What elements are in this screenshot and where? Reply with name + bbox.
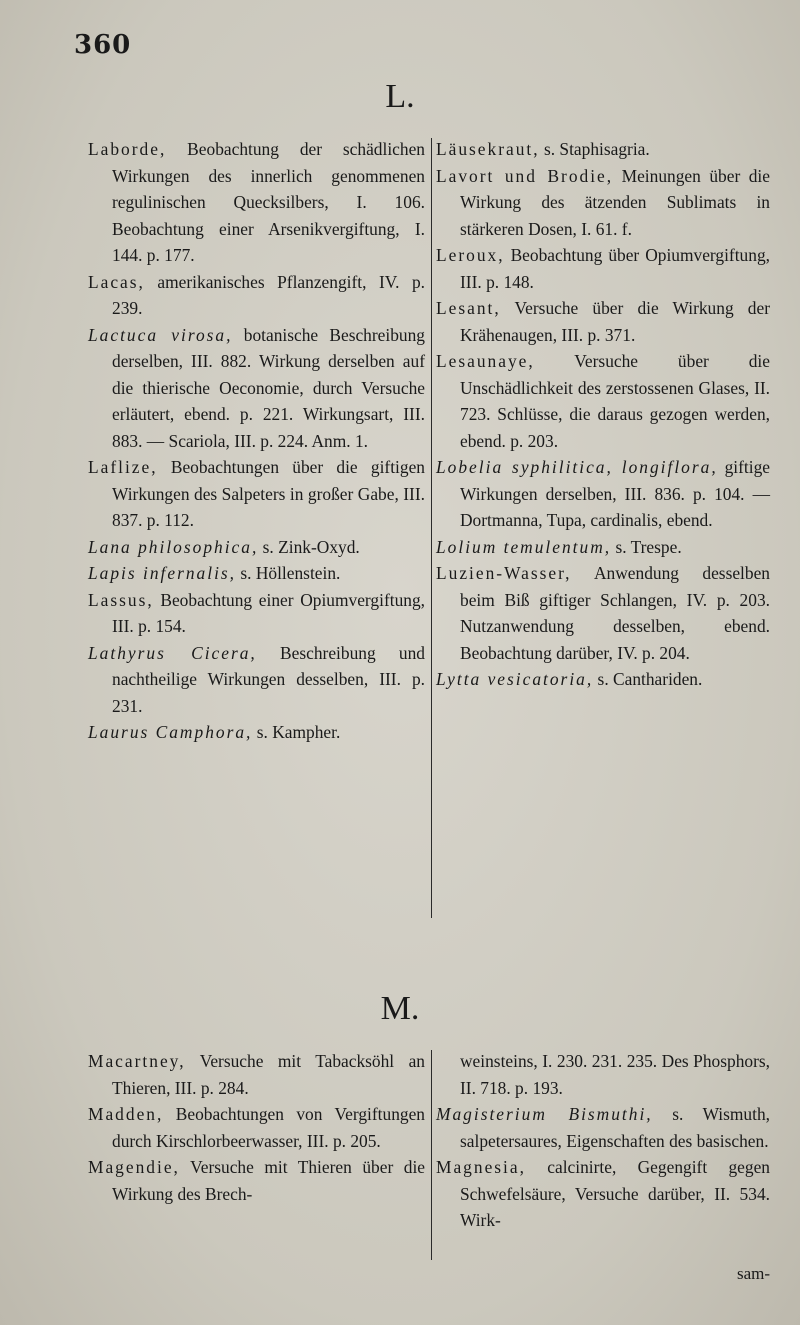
- entry-head: Lavort und Brodie,: [436, 165, 614, 186]
- index-entry: [436, 1101, 770, 1154]
- entry-head: Lapis infernalis,: [88, 563, 237, 583]
- section-heading-m: M.: [380, 990, 420, 1027]
- entry-text: Beobachtung der schädlichen Wirkungen des innerlich genommenen regulinischen Quecksilbers, I. 106. Beobachtung einer Arsenikvergiftung, I. 144. p. 177.: [112, 139, 425, 265]
- entry-head: Luzien-Wasser,: [436, 563, 572, 583]
- entry-text: s. Höllenstein.: [236, 563, 341, 583]
- entry-head: Lytta vesicatoria,: [436, 669, 594, 689]
- entry-text: s. Wismuth, salpetersaures, Eigenschaften des basischen.: [460, 1104, 770, 1151]
- entry-head: Magisterium Bismuthi,: [436, 1104, 653, 1124]
- entry-text: s. Canthariden.: [593, 669, 703, 689]
- entry-text: s. Kampher.: [252, 722, 341, 742]
- index-entry: [436, 242, 770, 295]
- catchword: sam-: [736, 1264, 770, 1283]
- index-entry: [88, 454, 425, 534]
- entry-head: Magnesia,: [436, 1157, 526, 1177]
- column-divider: [431, 138, 432, 918]
- column-left-l: [88, 136, 425, 746]
- index-entry: [436, 163, 770, 243]
- entry-head: Lathyrus Cicera,: [88, 642, 257, 663]
- entry-head: Lana philosophica,: [88, 536, 259, 557]
- entry-head: Macartney,: [88, 1051, 186, 1071]
- entry-text: Versuche mit Thieren über die Wirkung des Brech-: [112, 1157, 425, 1204]
- column-left-m: [88, 1048, 425, 1207]
- entry-head: Lesaunaye,: [436, 351, 535, 371]
- index-entry: [436, 136, 770, 163]
- index-entry: [88, 322, 425, 455]
- index-entry: [436, 560, 770, 666]
- entry-text: Beobachtungen von Vergiftungen durch Kirschlorbeerwasser, III. p. 205.: [112, 1104, 425, 1151]
- index-entry: [436, 1048, 770, 1101]
- index-entry: [436, 666, 770, 693]
- entry-head: Lobelia syphilitica, longiflora,: [436, 457, 718, 477]
- entry-text: s. Trespe.: [611, 536, 682, 557]
- entry-text: giftige Wirkungen derselben, III. 836. p. 104. — Dortmanna, Tupa, cardinalis, ebend.: [460, 457, 770, 530]
- entry-text: s. Staphisagria.: [539, 139, 650, 159]
- index-entry: [436, 1154, 770, 1234]
- index-entry: [88, 587, 425, 640]
- index-entry: [88, 1048, 425, 1101]
- entry-text: weinsteins, I. 230. 231. 235. Des Phosphors, II. 718. p. 193.: [460, 1051, 770, 1098]
- entry-text: Versuche über die Wirkung der Krähenaugen, III. p. 371.: [460, 298, 770, 345]
- column-right-m: [436, 1048, 770, 1234]
- entry-head: Magendie,: [88, 1157, 180, 1177]
- entry-text: Meinungen über die Wirkung des ätzenden Sublimats in stärkeren Dosen, I. 61. f.: [460, 165, 770, 239]
- index-entry: [88, 1101, 425, 1154]
- entry-text: Anwendung desselben beim Biß giftiger Schlangen, IV. p. 203. Nutzanwendung desselben, ebend. Beobachtung darüber, IV. p. 204.: [460, 563, 770, 663]
- entry-text: Beobachtungen über die giftigen Wirkungen des Salpeters in großer Gabe, III. 837. p. 112.: [112, 457, 425, 530]
- entry-head: Läusekraut,: [436, 139, 540, 159]
- entry-head: Lolium temulentum,: [436, 536, 612, 557]
- entry-text: amerikanisches Pflanzengift, IV. p. 239.: [112, 271, 425, 318]
- index-entry: [88, 136, 425, 269]
- index-entry: [88, 560, 425, 587]
- entry-head: Lacas,: [88, 271, 145, 292]
- index-entry: [436, 454, 770, 534]
- entry-text: s. Zink-Oxyd.: [258, 536, 360, 557]
- index-entry: [88, 534, 425, 561]
- index-entry: [436, 534, 770, 561]
- entry-text: Beschreibung und nachtheilige Wirkungen desselben, III. p. 231.: [112, 642, 425, 716]
- index-entry: [88, 1154, 425, 1207]
- entry-text: Beobachtung einer Opiumvergiftung, III. p. 154.: [112, 589, 425, 636]
- index-entry: [88, 719, 425, 746]
- entry-text: Versuche mit Tabacksöhl an Thieren, III. p. 284.: [112, 1051, 425, 1098]
- index-entry: [436, 348, 770, 454]
- column-divider: [431, 1050, 432, 1260]
- entry-head: Laborde,: [88, 139, 167, 159]
- entry-head: Lesant,: [436, 298, 501, 318]
- index-entry: [88, 269, 425, 322]
- column-right-l: [436, 136, 770, 693]
- section-heading-l: L.: [385, 78, 415, 115]
- entry-head: Lactuca virosa,: [88, 324, 233, 345]
- entry-text: botanische Beschreibung derselben, III. 882. Wirkung derselben auf die thierische Oeconomie, durch Versuche erläutert, ebend. p. 221. Wirkungsart, III. 883. — Scariola, III. p. 224. Anm. 1.: [112, 324, 426, 451]
- entry-head: Laflize,: [88, 457, 158, 477]
- entry-text: Beobachtung über Opiumvergiftung, III. p. 148.: [460, 245, 770, 292]
- entry-head: Lassus,: [88, 589, 154, 610]
- entry-head: Madden,: [88, 1104, 164, 1124]
- entry-text: calcinirte, Gegengift gegen Schwefelsäure, Versuche darüber, II. 534. Wirk-: [460, 1157, 770, 1230]
- index-entry: [436, 295, 770, 348]
- entry-head: Laurus Camphora,: [88, 722, 253, 742]
- entry-text: Versuche über die Unschädlichkeit des zerstossenen Glases, II. 723. Schlüsse, die daraus gezogen werden, ebend. p. 203.: [460, 351, 770, 451]
- index-entry: [88, 640, 425, 720]
- entry-head: Leroux,: [436, 245, 505, 265]
- page-number: 360: [74, 30, 132, 60]
